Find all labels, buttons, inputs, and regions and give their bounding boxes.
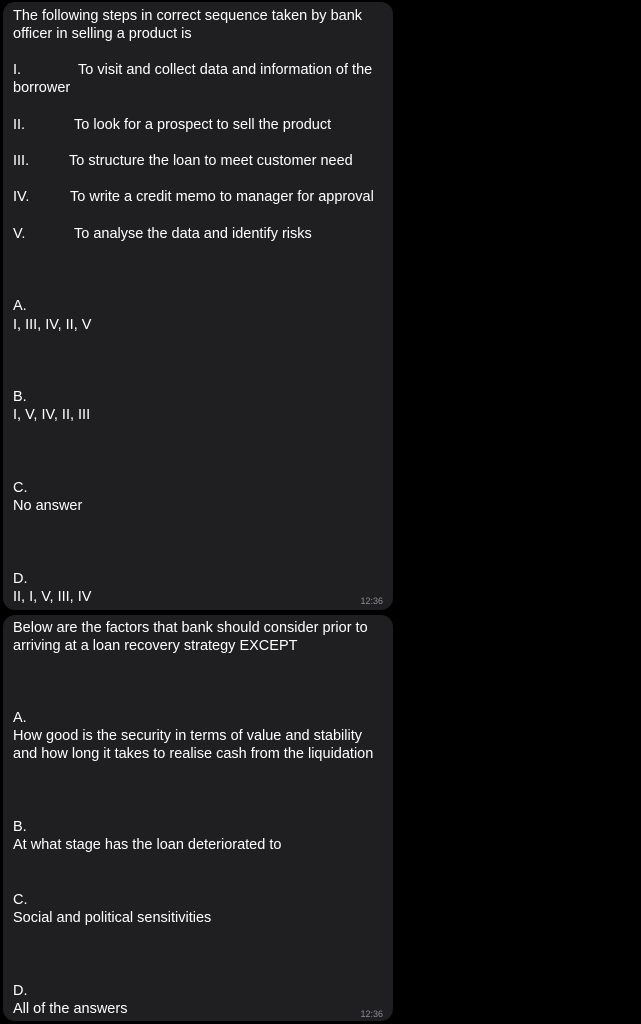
message-bubble-2[interactable] — [3, 615, 393, 1021]
step-number-2: II. — [13, 117, 26, 133]
step-text-2: To look for a prospect to sell the product — [74, 117, 332, 133]
option-a-letter: A. — [13, 298, 27, 314]
step-text-1: To visit and collect data and information of the — [78, 62, 373, 78]
option-c-text: No answer — [13, 498, 83, 514]
option-b-text: At what stage has the loan deteriorated to — [13, 837, 282, 853]
option-d-letter: D. — [13, 571, 28, 587]
step-number-3: III. — [13, 153, 30, 169]
question-text-line-2: arriving at a loan recovery strategy EXCEPT — [13, 638, 298, 654]
option-a-text-line-2: and how long it takes to realise cash from the liquidation — [13, 746, 374, 762]
question-text-line-2: officer in selling a product is — [13, 26, 192, 42]
step-text-5: To analyse the data and identify risks — [74, 226, 312, 242]
option-c-letter: C. — [13, 480, 28, 496]
option-d-letter: D. — [13, 983, 28, 999]
option-b-letter: B. — [13, 819, 27, 835]
option-d-text: All of the answers — [13, 1001, 128, 1017]
message-timestamp: 12:36 — [360, 596, 383, 606]
step-text-3: To structure the loan to meet customer need — [69, 153, 353, 169]
option-a-text-line-1: How good is the security in terms of value and stability — [13, 728, 362, 744]
option-c-letter: C. — [13, 892, 28, 908]
step-number-5: V. — [13, 226, 26, 242]
step-text-4: To write a credit memo to manager for approval — [70, 189, 374, 205]
message-bubble-1[interactable] — [3, 2, 393, 610]
option-b-letter: B. — [13, 389, 27, 405]
option-b-text: I, V, IV, II, III — [13, 407, 91, 423]
option-d-text: II, I, V, III, IV — [13, 589, 92, 605]
step-number-4: IV. — [13, 189, 30, 205]
question-text-line-1: Below are the factors that bank should consider prior to — [13, 620, 368, 636]
message-timestamp: 12:36 — [360, 1009, 383, 1019]
step-text-1-continued: borrower — [13, 80, 71, 96]
option-c-text: Social and political sensitivities — [13, 910, 212, 926]
step-number-1: I. — [13, 62, 22, 78]
question-text-line-1: The following steps in correct sequence taken by bank — [13, 8, 363, 24]
option-a-letter: A. — [13, 710, 27, 726]
option-a-text: I, III, IV, II, V — [13, 317, 92, 333]
